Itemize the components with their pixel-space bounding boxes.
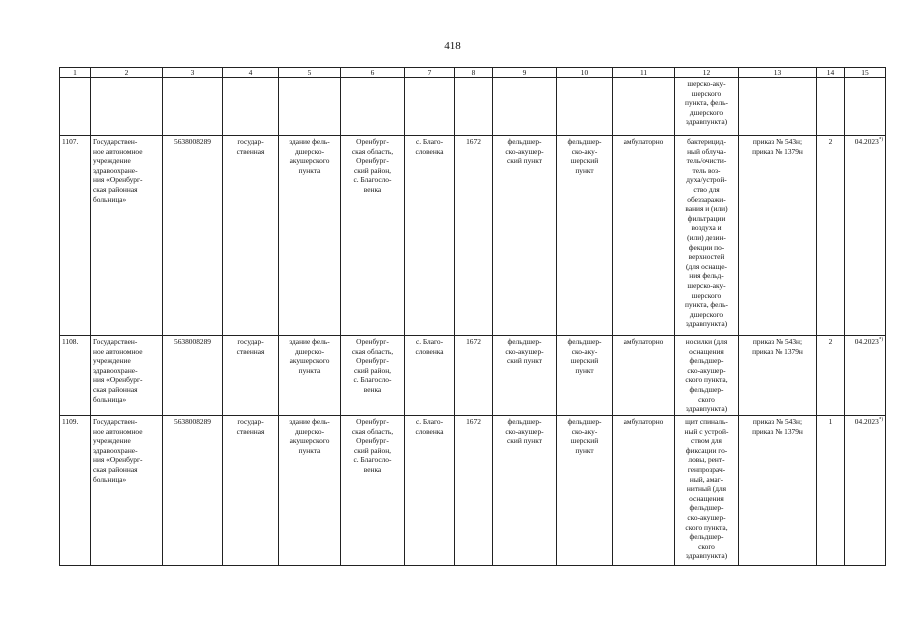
- inn: 5638008289: [163, 136, 223, 336]
- facility-name: фельдшер- ско-аку- шерский пункт: [557, 336, 613, 416]
- footnote-mark: *): [878, 337, 883, 343]
- inn: 5638008289: [163, 336, 223, 416]
- organization-name: Государствен- ное автономное учреждение здравоохране- ния «Оренбург- ская районная больница»: [91, 336, 163, 416]
- equipment: носилки (для оснащения фельдшер- ско-акушер- ского пункта, фельдшер- ского здравпункта): [675, 336, 739, 416]
- population: 1672: [455, 416, 493, 566]
- col-header-4: 4: [223, 68, 279, 78]
- col-header-6: 6: [341, 68, 405, 78]
- col-header-15: 15: [845, 68, 886, 78]
- column-number-header: [60, 68, 886, 78]
- continuation-equipment: шерско-аку- шерского пункта, фель- дшерского здравпункта): [675, 78, 739, 136]
- settlement: с. Благо- словенка: [405, 136, 455, 336]
- address: Оренбург- ская область, Оренбург- ский район, с. Благосло- венка: [341, 416, 405, 566]
- order: приказ № 543н; приказ № 1379н: [739, 136, 817, 336]
- col-header-2: 2: [91, 68, 163, 78]
- date: 04.2023*): [845, 336, 886, 416]
- care-type: амбулаторно: [613, 136, 675, 336]
- col-header-12: 12: [675, 68, 739, 78]
- date: 04.2023*): [845, 136, 886, 336]
- row-number: 1107.: [60, 136, 91, 336]
- row-number: 1109.: [60, 416, 91, 566]
- ownership-form: государ- ственная: [223, 416, 279, 566]
- address: Оренбург- ская область, Оренбург- ский район, с. Благосло- венка: [341, 136, 405, 336]
- settlement: с. Благо- словенка: [405, 416, 455, 566]
- col-header-9: 9: [493, 68, 557, 78]
- col-header-1: 1: [60, 68, 91, 78]
- facility-type: фельдшер- ско-акушер- ский пункт: [493, 136, 557, 336]
- date: 04.2023*): [845, 416, 886, 566]
- building-type: здание фель- дшерско- акушерского пункта: [279, 136, 341, 336]
- address: Оренбург- ская область, Оренбург- ский район, с. Благосло- венка: [341, 336, 405, 416]
- organization-name: Государствен- ное автономное учреждение здравоохране- ния «Оренбург- ская районная больница»: [91, 416, 163, 566]
- footnote-mark: *): [878, 137, 883, 143]
- settlement: с. Благо- словенка: [405, 336, 455, 416]
- table-row: [60, 416, 886, 566]
- quantity: 1: [817, 416, 845, 566]
- equipment: бактерицид- ный облуча- тель/очисти- тель воз- духа/устрой- ство для обеззаражи- вания и (или) фильтрации воздуха и (или) дезин- фекции по- верхностей (для оснаще- ния фельд- шерско-аку- шерского пункта, фель- дшерского здравпункта): [675, 136, 739, 336]
- col-header-11: 11: [613, 68, 675, 78]
- page-number: 418: [444, 40, 461, 52]
- organization-name: Государствен- ное автономное учреждение здравоохране- ния «Оренбург- ская районная больница»: [91, 136, 163, 336]
- facility-name: фельдшер- ско-аку- шерский пункт: [557, 136, 613, 336]
- ownership-form: государ- ственная: [223, 136, 279, 336]
- population: 1672: [455, 136, 493, 336]
- facility-type: фельдшер- ско-акушер- ский пункт: [493, 336, 557, 416]
- footnote-mark: *): [878, 417, 883, 423]
- equipment: щит спиналь- ный с устрой- ством для фиксации го- ловы, рент- генпрозрач- ный, амаг- нитный (для оснащения фельдшер- ско-акушер- ского пункта, фельдшер- ского здравпункта): [675, 416, 739, 566]
- facility-name: фельдшер- ско-аку- шерский пункт: [557, 416, 613, 566]
- col-header-8: 8: [455, 68, 493, 78]
- col-header-10: 10: [557, 68, 613, 78]
- registry-table: [59, 67, 886, 566]
- building-type: здание фель- дшерско- акушерского пункта: [279, 336, 341, 416]
- col-header-3: 3: [163, 68, 223, 78]
- col-header-13: 13: [739, 68, 817, 78]
- order: приказ № 543н; приказ № 1379н: [739, 336, 817, 416]
- care-type: амбулаторно: [613, 416, 675, 566]
- col-header-5: 5: [279, 68, 341, 78]
- table-row: [60, 136, 886, 336]
- continuation-row: [60, 78, 886, 136]
- care-type: амбулаторно: [613, 336, 675, 416]
- quantity: 2: [817, 336, 845, 416]
- ownership-form: государ- ственная: [223, 336, 279, 416]
- facility-type: фельдшер- ско-акушер- ский пункт: [493, 416, 557, 566]
- building-type: здание фель- дшерско- акушерского пункта: [279, 416, 341, 566]
- inn: 5638008289: [163, 416, 223, 566]
- table-row: [60, 336, 886, 416]
- population: 1672: [455, 336, 493, 416]
- col-header-14: 14: [817, 68, 845, 78]
- col-header-7: 7: [405, 68, 455, 78]
- row-number: 1108.: [60, 336, 91, 416]
- order: приказ № 543н; приказ № 1379н: [739, 416, 817, 566]
- quantity: 2: [817, 136, 845, 336]
